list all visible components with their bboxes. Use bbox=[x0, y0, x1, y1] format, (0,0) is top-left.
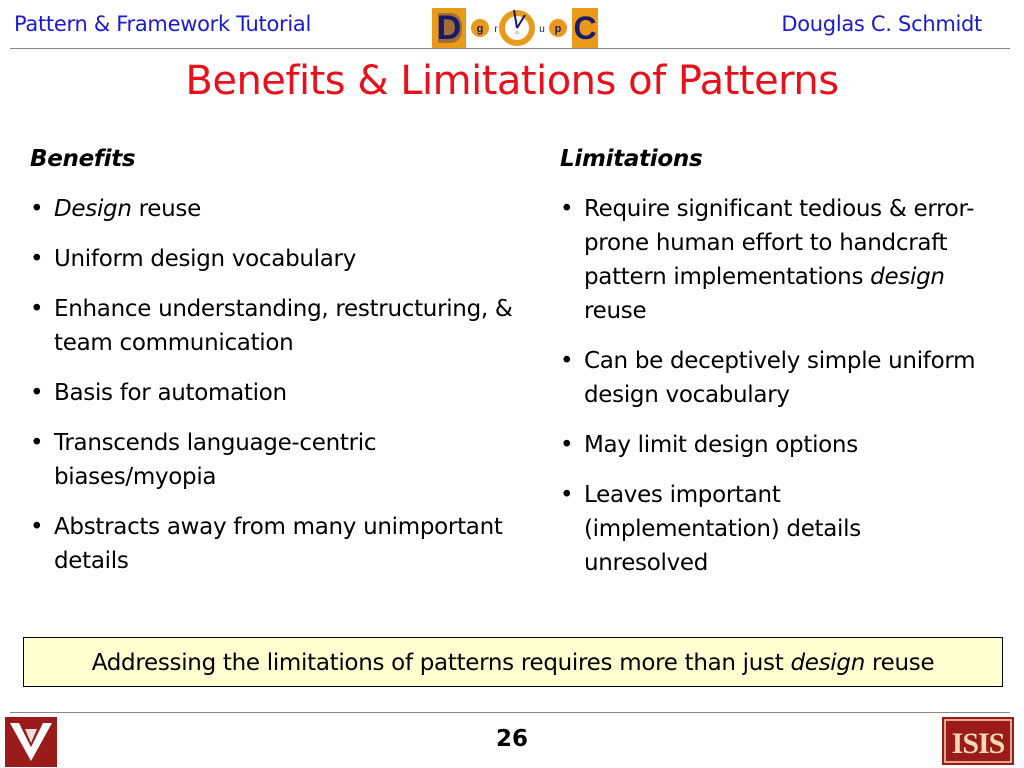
benefit-item-vocabulary: • Uniform design vocabulary bbox=[30, 242, 530, 276]
benefits-heading: Benefits bbox=[30, 146, 136, 172]
logo-letter-r: r bbox=[494, 24, 498, 35]
bullet-icon: • bbox=[30, 296, 44, 322]
benefit-item-transcends: • Transcends language-centric biases/myopia bbox=[30, 426, 530, 494]
bullet-icon: • bbox=[30, 514, 44, 540]
limitation-item-options: • May limit design options bbox=[560, 428, 980, 462]
bullet-icon: • bbox=[30, 196, 44, 222]
isis-logo-text: ISIS bbox=[951, 727, 1005, 760]
header-author: Douglas C. Schmidt bbox=[781, 12, 982, 36]
bullet-icon: • bbox=[30, 246, 44, 272]
bullet-icon: • bbox=[30, 430, 44, 456]
logo-letter-o: O bbox=[515, 30, 519, 35]
bullet-icon: • bbox=[560, 196, 574, 222]
limitation-item-deceptive: • Can be deceptively simple uniform design vocabulary bbox=[560, 344, 980, 412]
benefit-item-abstracts: • Abstracts away from many unimportant details bbox=[30, 510, 530, 578]
benefit-item-design-reuse: • Design reuse bbox=[30, 192, 530, 226]
limitations-heading: Limitations bbox=[560, 146, 703, 172]
benefits-list bbox=[30, 192, 530, 578]
isis-logo bbox=[942, 717, 1014, 765]
logo-letter-c: C bbox=[573, 10, 597, 46]
benefits-column bbox=[30, 146, 530, 594]
logo-letter-d: D bbox=[436, 9, 462, 47]
logo-letter-u: u bbox=[539, 24, 545, 35]
bullet-icon: • bbox=[560, 432, 574, 458]
bullet-icon: • bbox=[560, 348, 574, 374]
benefit-item-understanding: • Enhance understanding, restructuring, & team communication bbox=[30, 292, 530, 360]
limitation-item-details: • Leaves important (implementation) details unresolved bbox=[560, 478, 980, 580]
bullet-icon: • bbox=[560, 482, 574, 508]
benefit-item-automation: • Basis for automation bbox=[30, 376, 530, 410]
slide-title: Benefits & Limitations of Patterns bbox=[185, 58, 839, 104]
bullet-icon: • bbox=[30, 380, 44, 406]
logo-letter-p: p bbox=[554, 23, 562, 35]
header-divider bbox=[10, 48, 1010, 49]
header-tutorial-title: Pattern & Framework Tutorial bbox=[14, 12, 312, 36]
limitations-column bbox=[560, 146, 980, 596]
summary-callout: Addressing the limitations of patterns requires more than just design reuse bbox=[23, 637, 1003, 687]
page-number: 26 bbox=[495, 726, 528, 752]
logo-letter-g: g bbox=[476, 23, 484, 35]
limitations-list bbox=[560, 192, 980, 580]
limitation-item-effort: • Require significant tedious & error-prone human effort to handcraft pattern implementations design reuse bbox=[560, 192, 980, 328]
footer-divider bbox=[10, 712, 1010, 713]
doc-group-logo bbox=[430, 3, 600, 51]
